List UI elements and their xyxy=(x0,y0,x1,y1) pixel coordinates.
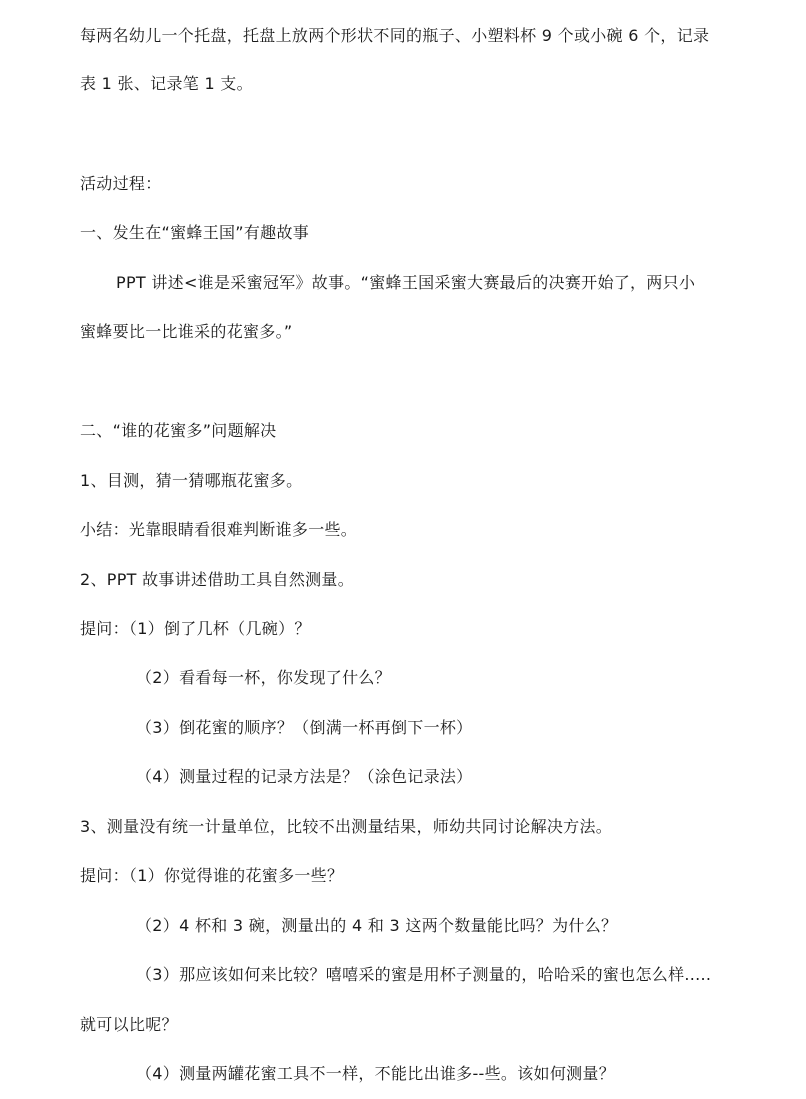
paragraph-materials-line-2: 表 1 张、记录笔 1 支。 xyxy=(80,74,253,93)
question-2-3-line-2: 就可以比呢？ xyxy=(80,1015,178,1034)
step-2: 2、PPT 故事讲述借助工具自然测量。 xyxy=(80,570,355,589)
section-heading-activity-process: 活动过程： xyxy=(80,174,162,193)
question-1-2: （2）看看每一杯，你发现了什么？ xyxy=(136,668,391,687)
question-2-1: 提问：（1）你觉得谁的花蜜多一些？ xyxy=(80,866,344,885)
question-1-4: （4）测量过程的记录方法是？（涂色记录法） xyxy=(136,767,473,786)
question-1-1: 提问：（1）倒了几杯（几碗）？ xyxy=(80,619,311,638)
question-1-3: （3）倒花蜜的顺序？（倒满一杯再倒下一杯） xyxy=(136,718,473,737)
question-2-2: （2）4 杯和 3 碗，测量出的 4 和 3 这两个数量能比吗？为什么？ xyxy=(136,916,618,935)
question-2-4: （4）测量两罐花蜜工具不一样，不能比出谁多--些。该如何测量？ xyxy=(136,1064,616,1083)
summary-line: 小结：光靠眼睛看很难判断谁多一些。 xyxy=(80,520,358,539)
paragraph-story-line-1: PPT 讲述<谁是采蜜冠军》故事。“蜜蜂王国采蜜大赛最后的决赛开始了，两只小 xyxy=(116,273,696,292)
question-2-3-line-1: （3）那应该如何来比较？嘻嘻采的蜜是用杯子测量的，哈哈采的蜜也怎么样..... xyxy=(136,965,712,984)
step-3: 3、测量没有统一计量单位，比较不出测量结果，师幼共同讨论解决方法。 xyxy=(80,817,613,836)
heading-part-one: 一、发生在“蜜蜂王国”有趣故事 xyxy=(80,223,310,242)
heading-part-two: 二、“谁的花蜜多”问题解决 xyxy=(80,421,277,440)
paragraph-materials-line-1: 每两名幼儿一个托盘，托盘上放两个形状不同的瓶子、小塑料杯 9 个或小碗 6 个，记录 xyxy=(80,26,710,45)
paragraph-story-line-2: 蜜蜂要比一比谁采的花蜜多。” xyxy=(80,322,293,341)
step-1: 1、目测，猜一猜哪瓶花蜜多。 xyxy=(80,471,303,490)
